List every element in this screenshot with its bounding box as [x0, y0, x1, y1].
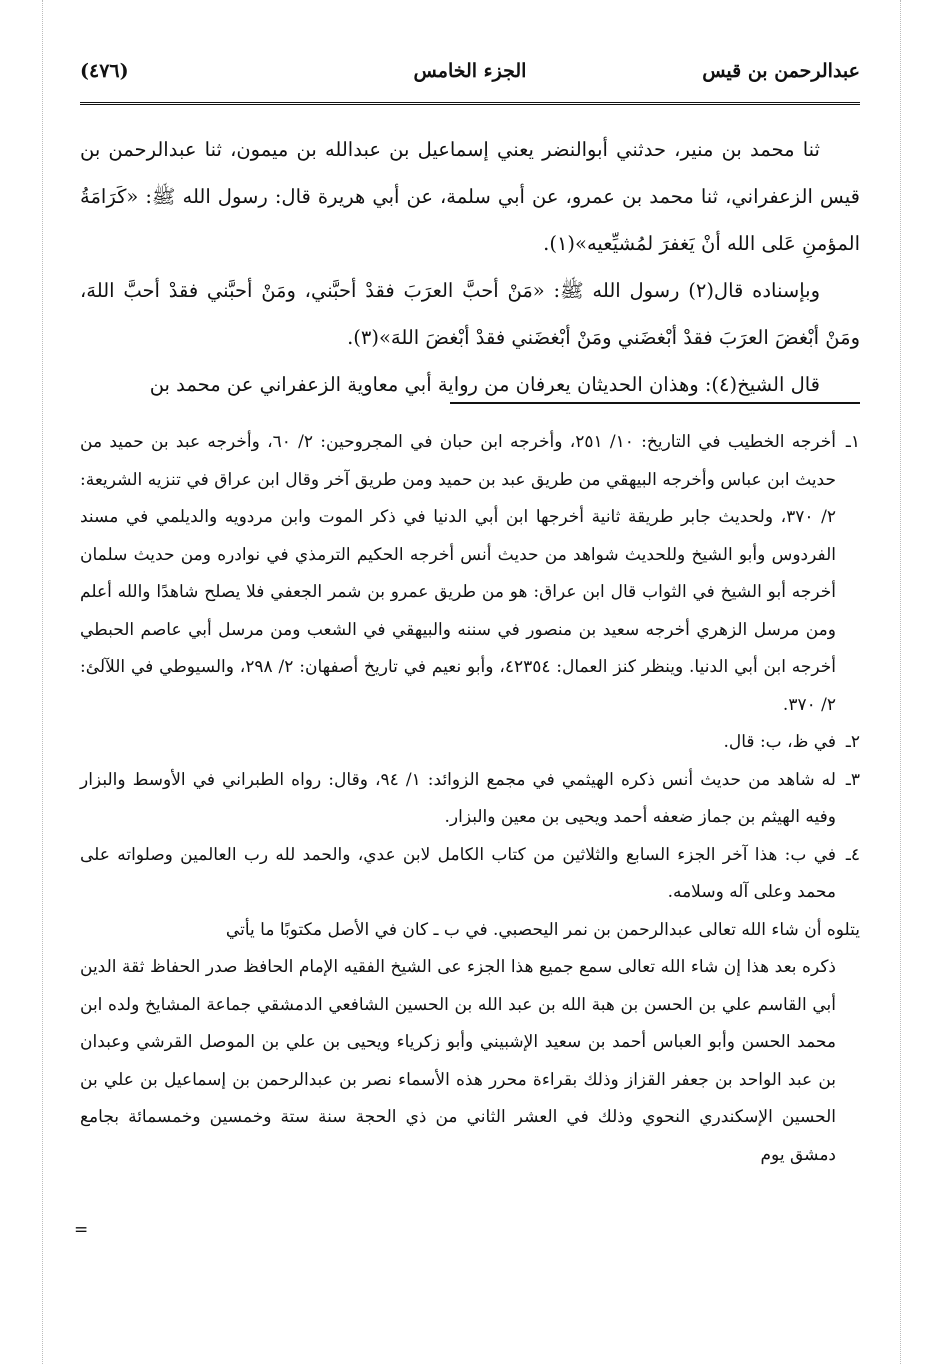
- footnote: [80, 724, 860, 762]
- footnote-number: ٣ـ: [845, 769, 860, 790]
- header-rule: [80, 102, 860, 108]
- page-number: (٤٧٦): [80, 60, 129, 82]
- running-head-part: الجزء الخامس: [413, 60, 527, 82]
- footnote-number: ٤ـ: [845, 844, 860, 865]
- footnote-text: له شاهد من حديث أنس ذكره الهيثمي في مجمع الزوائد: ١/ ٩٤، وقال: رواه الطبراني في الأوسط والبزار وفيه الهيثم بن جماز ضعفه أحمد ويحيى بن معين والبزار.: [80, 769, 836, 827]
- footnote: [80, 837, 860, 912]
- footnote-separator: [450, 402, 860, 404]
- body-paragraph: ثنا محمد بن منير، حدثني أبوالنضر يعني إسماعيل بن عبدالله بن ميمون، ثنا عبدالرحمن بن قيس الزعفراني، ثنا محمد بن عمرو، عن أبي سلمة، عن أبي هريرة قال: رسول الله ﷺ: «كَرَامَةُ المؤمنِ عَلى الله أنْ يَغفرَ لمُشيِّعيه»(١).: [80, 138, 860, 255]
- page: [74, 40, 860, 1340]
- footnote-text: أخرجه الخطيب في التاريخ: ١٠/ ٢٥١، وأخرجه ابن حبان في المجروحين: ٢/ ٦٠، وأخرجه عبد بن حميد من حديث ابن عباس وأخرجه البيهقي من طريق عبد بن حميد ومن طريق آخر وقال ابن عراق في تنزيه الشريعة: ٢/ ٣٧٠، ولحديث جابر طريقة ثانية أخرجها ابن أبي الدنيا في ذكر الموت وابن مردويه والديلمي في مسند الفردوس وأبو الشيخ وللحديث شواهد من حديث أنس أخرجه الحكيم الترمذي في نوادره ومن حديث سلمان أخرجه أبو الشيخ في الثواب قال ابن عراق: هو من طريق عمرو بن شمر الجعفي فلا يصلح شاهدًا والله أعلم ومن مرسل الزهري أخرجه سعيد بن منصور في سننه والبيهقي في الشعب ومن مرسل أبي عاصم الحبطي أخرجه ابن أبي الدنيا. وينظر كنز العمال: ٤٢٣٥٤، وأبو نعيم في تاريخ أصفهان: ٢/ ٢٩٨، والسيوطي في اللآلئ: ٢/ ٣٧٠.: [80, 432, 836, 715]
- page-header: [80, 50, 860, 92]
- footnote-text: في ظ، ب: قال.: [723, 732, 836, 752]
- colophon-lead: يتلوه أن شاء الله تعالى عبدالرحمن بن نمر اليحصبي. في ب ـ كان في الأصل مكتوبًا ما يأتي: [225, 919, 860, 940]
- footnote-number: ١ـ: [845, 432, 860, 452]
- footnote: [80, 762, 860, 837]
- colophon-text: ذكره بعد هذا إن شاء الله تعالى سمع جميع هذا الجزء عى الشيخ الفقيه الإمام الحافظ صدر الحفاظ ثقة الدين أبي القاسم علي بن الحسن بن هبة الله بن عبد الله بن الحسين الشافعي الدمشقي جماعة المشايخ ولده ابن محمد الحسن وأبو العباس أحمد بن سعيد الإشبيني وأبو زكرياء ويحيى بن علي بن الموصل القرشي وعبدان بن عبد الواحد بن جعفر القزاز وذلك بقراءة محرر هذه الأسماء نصر بن عبدالرحمن بن إسماعيل بن علي بن الحسين الإسكندري النحوي وذلك في العشر الثاني من ذي الحجة سنة ستة وخمسين وخمسمائة بجامع دمشق يوم: [80, 957, 836, 1165]
- body-paragraph: وبإسناده قال(٢) رسول الله ﷺ: «مَنْ أحبَّ العرَبَ فقدْ أحبَّني، ومَنْ أحبَّني فقدْ أحبَّ اللهَ، ومَنْ أبْغضَ العرَبَ فقدْ أبْغضَني ومَنْ أبْغضَني فقدْ أبْغضَ اللهَ»(٣).: [80, 279, 860, 349]
- scan-margin-line-right: [900, 0, 901, 1364]
- body-paragraph: قال الشيخ(٤): وهذان الحديثان يعرفان من رواية أبي معاوية الزعفراني عن محمد بن: [149, 373, 820, 396]
- main-text: [80, 126, 860, 408]
- running-head-name: عبدالرحمن بن قيس: [702, 60, 860, 82]
- scan-margin-line-left: [42, 0, 43, 1364]
- continuation-mark: =: [74, 1220, 89, 1240]
- footnote: [80, 424, 860, 724]
- footnotes: [80, 424, 860, 1174]
- footnote-number: ٢ـ: [845, 732, 860, 752]
- footnote-text: في ب: هذا آخر الجزء السابع والثلاثين من كتاب الكامل لابن عدي، والحمد لله رب العالمين وصلواته على محمد وعلى آله وسلامه.: [80, 844, 836, 902]
